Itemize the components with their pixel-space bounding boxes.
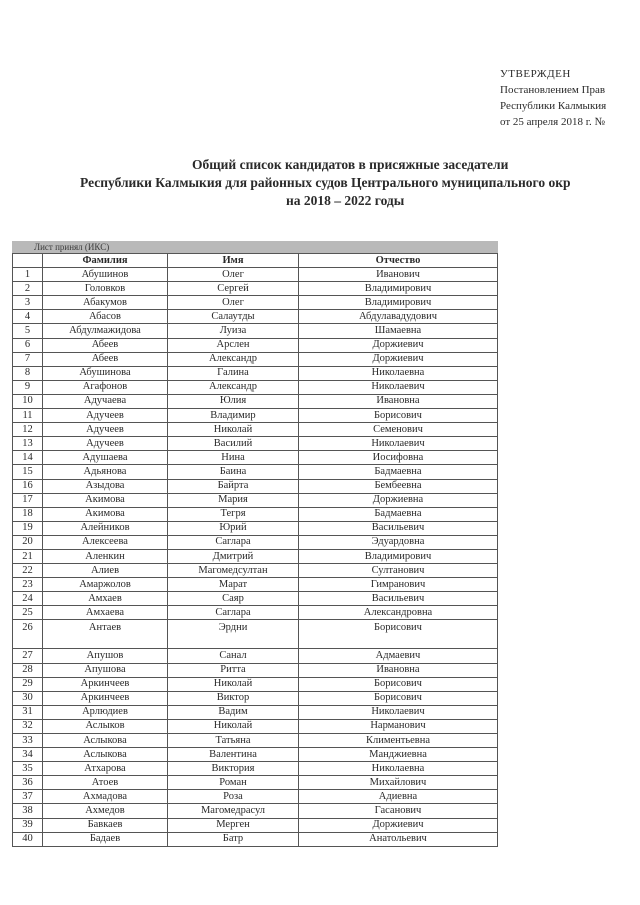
row-number: 28 — [13, 663, 43, 677]
title-line-1: Общий список кандидатов в присяжные заседатели — [192, 157, 509, 172]
name-cell: Ритта — [168, 663, 299, 677]
row-number: 16 — [13, 479, 43, 493]
patronymic-cell: Шамаевна — [299, 324, 498, 338]
name-cell: Николай — [168, 677, 299, 691]
table-row — [13, 691, 498, 705]
name-cell: Роман — [168, 776, 299, 790]
surname-cell: Адучеев — [43, 409, 168, 423]
name-cell: Магомедрасул — [168, 804, 299, 818]
surname-cell: Абасов — [43, 310, 168, 324]
patronymic-cell: Манджиевна — [299, 748, 498, 762]
table-row — [13, 649, 498, 663]
surname-cell: Бадаев — [43, 832, 168, 846]
surname-cell: Арлюдиев — [43, 705, 168, 719]
row-number: 19 — [13, 521, 43, 535]
patronymic-cell: Гасанович — [299, 804, 498, 818]
name-cell: Эрдни — [168, 620, 299, 649]
row-number: 30 — [13, 691, 43, 705]
patronymic-cell: Доржиевич — [299, 338, 498, 352]
name-cell: Сергей — [168, 282, 299, 296]
surname-cell: Аленкин — [43, 549, 168, 563]
patronymic-cell: Анатольевич — [299, 832, 498, 846]
surname-cell: Адучеев — [43, 437, 168, 451]
surname-cell: Абакумов — [43, 296, 168, 310]
name-cell: Юлия — [168, 394, 299, 408]
name-cell: Нина — [168, 451, 299, 465]
patronymic-cell: Борисович — [299, 620, 498, 649]
name-cell: Вадим — [168, 705, 299, 719]
row-number: 18 — [13, 507, 43, 521]
table-row — [13, 762, 498, 776]
table-row — [13, 818, 498, 832]
approval-stamp: УТВЕРЖДЕН — [500, 68, 571, 80]
surname-cell: Азыдова — [43, 479, 168, 493]
name-cell: Александр — [168, 352, 299, 366]
row-number: 8 — [13, 366, 43, 380]
surname-cell: Амхаев — [43, 592, 168, 606]
surname-cell: Бавкаев — [43, 818, 168, 832]
row-number: 38 — [13, 804, 43, 818]
table-row — [13, 719, 498, 733]
name-cell: Василий — [168, 437, 299, 451]
surname-cell: Ахмадова — [43, 790, 168, 804]
row-number: 32 — [13, 719, 43, 733]
name-cell: Санал — [168, 649, 299, 663]
table-row — [13, 507, 498, 521]
patronymic-cell: Ивановна — [299, 394, 498, 408]
patronymic-cell: Эдуардовна — [299, 535, 498, 549]
row-number: 20 — [13, 535, 43, 549]
row-number: 13 — [13, 437, 43, 451]
table-row — [13, 493, 498, 507]
table-row — [13, 606, 498, 620]
table-row — [13, 282, 498, 296]
table-row — [13, 535, 498, 549]
surname-cell: Ахмедов — [43, 804, 168, 818]
candidates-table — [12, 253, 498, 847]
table-row — [13, 804, 498, 818]
patronymic-cell: Адиевна — [299, 790, 498, 804]
row-number: 25 — [13, 606, 43, 620]
approval-line-1: Постановлением Прав — [500, 84, 606, 96]
patronymic-cell: Васильевич — [299, 521, 498, 535]
row-number: 14 — [13, 451, 43, 465]
name-cell: Юрий — [168, 521, 299, 535]
header-name: Имя — [168, 254, 299, 268]
table-row — [13, 423, 498, 437]
name-cell: Арслен — [168, 338, 299, 352]
name-cell: Луиза — [168, 324, 299, 338]
row-number: 26 — [13, 620, 43, 649]
table-row — [13, 776, 498, 790]
surname-cell: Абдулмажидова — [43, 324, 168, 338]
surname-cell: Алексеева — [43, 535, 168, 549]
row-number: 3 — [13, 296, 43, 310]
row-number: 35 — [13, 762, 43, 776]
row-number: 40 — [13, 832, 43, 846]
row-number: 6 — [13, 338, 43, 352]
surname-cell: Адьянова — [43, 465, 168, 479]
patronymic-cell: Михайлович — [299, 776, 498, 790]
table-row — [13, 296, 498, 310]
name-cell: Роза — [168, 790, 299, 804]
title-line-3: на 2018 – 2022 годы — [286, 193, 405, 208]
row-number: 23 — [13, 578, 43, 592]
patronymic-cell: Борисович — [299, 677, 498, 691]
table-row — [13, 578, 498, 592]
table-row — [13, 677, 498, 691]
row-number: 9 — [13, 380, 43, 394]
table-row — [13, 310, 498, 324]
surname-cell: Атхарова — [43, 762, 168, 776]
name-cell: Татьяна — [168, 734, 299, 748]
surname-cell: Адучеев — [43, 423, 168, 437]
row-number: 11 — [13, 409, 43, 423]
table-row — [13, 790, 498, 804]
name-cell: Николай — [168, 719, 299, 733]
table-row — [13, 620, 498, 649]
name-cell: Магомедсултан — [168, 564, 299, 578]
name-cell: Саяр — [168, 592, 299, 606]
name-cell: Мария — [168, 493, 299, 507]
surname-cell: Аслыкова — [43, 748, 168, 762]
surname-cell: Адушаева — [43, 451, 168, 465]
row-number: 31 — [13, 705, 43, 719]
table-row — [13, 465, 498, 479]
table-row — [13, 352, 498, 366]
surname-cell: Амаржолов — [43, 578, 168, 592]
table-row — [13, 705, 498, 719]
patronymic-cell: Николаевич — [299, 437, 498, 451]
table-row — [13, 409, 498, 423]
table-row — [13, 394, 498, 408]
row-number: 4 — [13, 310, 43, 324]
surname-cell: Аслыков — [43, 719, 168, 733]
surname-cell: Акимова — [43, 507, 168, 521]
name-cell: Галина — [168, 366, 299, 380]
name-cell: Байрта — [168, 479, 299, 493]
patronymic-cell: Адмаевич — [299, 649, 498, 663]
row-number: 27 — [13, 649, 43, 663]
row-number: 37 — [13, 790, 43, 804]
row-number: 12 — [13, 423, 43, 437]
surname-cell: Абушинов — [43, 268, 168, 282]
row-number: 17 — [13, 493, 43, 507]
patronymic-cell: Николаевна — [299, 762, 498, 776]
name-cell: Баина — [168, 465, 299, 479]
table-row — [13, 734, 498, 748]
row-number: 7 — [13, 352, 43, 366]
patronymic-cell: Иосифовна — [299, 451, 498, 465]
patronymic-cell: Николаевич — [299, 380, 498, 394]
name-cell: Олег — [168, 296, 299, 310]
table-row — [13, 521, 498, 535]
title-line-2: Республики Калмыкия для районных судов Центрального муниципального окр — [80, 175, 571, 190]
patronymic-cell: Александровна — [299, 606, 498, 620]
row-number: 29 — [13, 677, 43, 691]
table-row — [13, 592, 498, 606]
patronymic-cell: Бадмаевна — [299, 465, 498, 479]
name-cell: Олег — [168, 268, 299, 282]
approval-block — [500, 66, 606, 130]
row-number: 33 — [13, 734, 43, 748]
row-number: 10 — [13, 394, 43, 408]
name-cell: Дмитрий — [168, 549, 299, 563]
patronymic-cell: Бембеевна — [299, 479, 498, 493]
patronymic-cell: Доржиевич — [299, 818, 498, 832]
row-number: 21 — [13, 549, 43, 563]
row-number: 34 — [13, 748, 43, 762]
surname-cell: Аркинчеев — [43, 677, 168, 691]
surname-cell: Абеев — [43, 352, 168, 366]
name-cell: Виктор — [168, 691, 299, 705]
patronymic-cell: Ивановна — [299, 663, 498, 677]
surname-cell: Амхаева — [43, 606, 168, 620]
surname-cell: Акимова — [43, 493, 168, 507]
surname-cell: Апушова — [43, 663, 168, 677]
patronymic-cell: Иванович — [299, 268, 498, 282]
header-surname: Фамилия — [43, 254, 168, 268]
surname-cell: Аркинчеев — [43, 691, 168, 705]
patronymic-cell: Николаевич — [299, 705, 498, 719]
row-number: 5 — [13, 324, 43, 338]
patronymic-cell: Бадмаевна — [299, 507, 498, 521]
row-number: 1 — [13, 268, 43, 282]
table-row — [13, 338, 498, 352]
surname-cell: Абеев — [43, 338, 168, 352]
table-row — [13, 268, 498, 282]
patronymic-cell: Гимранович — [299, 578, 498, 592]
patronymic-cell: Нарманович — [299, 719, 498, 733]
name-cell: Мерген — [168, 818, 299, 832]
surname-cell: Апушов — [43, 649, 168, 663]
table-row — [13, 479, 498, 493]
name-cell: Саглара — [168, 606, 299, 620]
patronymic-cell: Владимирович — [299, 549, 498, 563]
surname-cell: Алейников — [43, 521, 168, 535]
surname-cell: Алиев — [43, 564, 168, 578]
approval-line-2: Республики Калмыкия — [500, 100, 607, 112]
patronymic-cell: Борисович — [299, 409, 498, 423]
patronymic-cell: Доржиевна — [299, 493, 498, 507]
row-number: 36 — [13, 776, 43, 790]
table-row — [13, 324, 498, 338]
surname-cell: Атоев — [43, 776, 168, 790]
name-cell: Николай — [168, 423, 299, 437]
surname-cell: Агафонов — [43, 380, 168, 394]
surname-cell: Аслыкова — [43, 734, 168, 748]
table-row — [13, 451, 498, 465]
table-header-row — [13, 254, 498, 268]
name-cell: Валентина — [168, 748, 299, 762]
row-number: 2 — [13, 282, 43, 296]
patronymic-cell: Владимирович — [299, 282, 498, 296]
name-cell: Салаутды — [168, 310, 299, 324]
row-number: 39 — [13, 818, 43, 832]
table-row — [13, 366, 498, 380]
name-cell: Саглара — [168, 535, 299, 549]
table-row — [13, 564, 498, 578]
table-row — [13, 437, 498, 451]
surname-cell: Головков — [43, 282, 168, 296]
table-row — [13, 663, 498, 677]
table-row — [13, 832, 498, 846]
patronymic-cell: Васильевич — [299, 592, 498, 606]
patronymic-cell: Николаевна — [299, 366, 498, 380]
patronymic-cell: Султанович — [299, 564, 498, 578]
patronymic-cell: Борисович — [299, 691, 498, 705]
patronymic-cell: Владимирович — [299, 296, 498, 310]
name-cell: Батр — [168, 832, 299, 846]
name-cell: Александр — [168, 380, 299, 394]
sheet-tab: Лист принял (ИКС) — [12, 241, 498, 253]
row-number: 22 — [13, 564, 43, 578]
table-row — [13, 380, 498, 394]
approval-line-3: от 25 апреля 2018 г. № — [500, 116, 605, 128]
header-number — [13, 254, 43, 268]
row-number: 15 — [13, 465, 43, 479]
name-cell: Владимир — [168, 409, 299, 423]
name-cell: Тегря — [168, 507, 299, 521]
name-cell: Марат — [168, 578, 299, 592]
patronymic-cell: Климентьевна — [299, 734, 498, 748]
table-row — [13, 549, 498, 563]
patronymic-cell: Доржиевич — [299, 352, 498, 366]
surname-cell: Антаев — [43, 620, 168, 649]
surname-cell: Адучаева — [43, 394, 168, 408]
name-cell: Виктория — [168, 762, 299, 776]
surname-cell: Абушинова — [43, 366, 168, 380]
table-row — [13, 748, 498, 762]
row-number: 24 — [13, 592, 43, 606]
patronymic-cell: Абдулавадудович — [299, 310, 498, 324]
patronymic-cell: Семенович — [299, 423, 498, 437]
header-patronymic: Отчество — [299, 254, 498, 268]
